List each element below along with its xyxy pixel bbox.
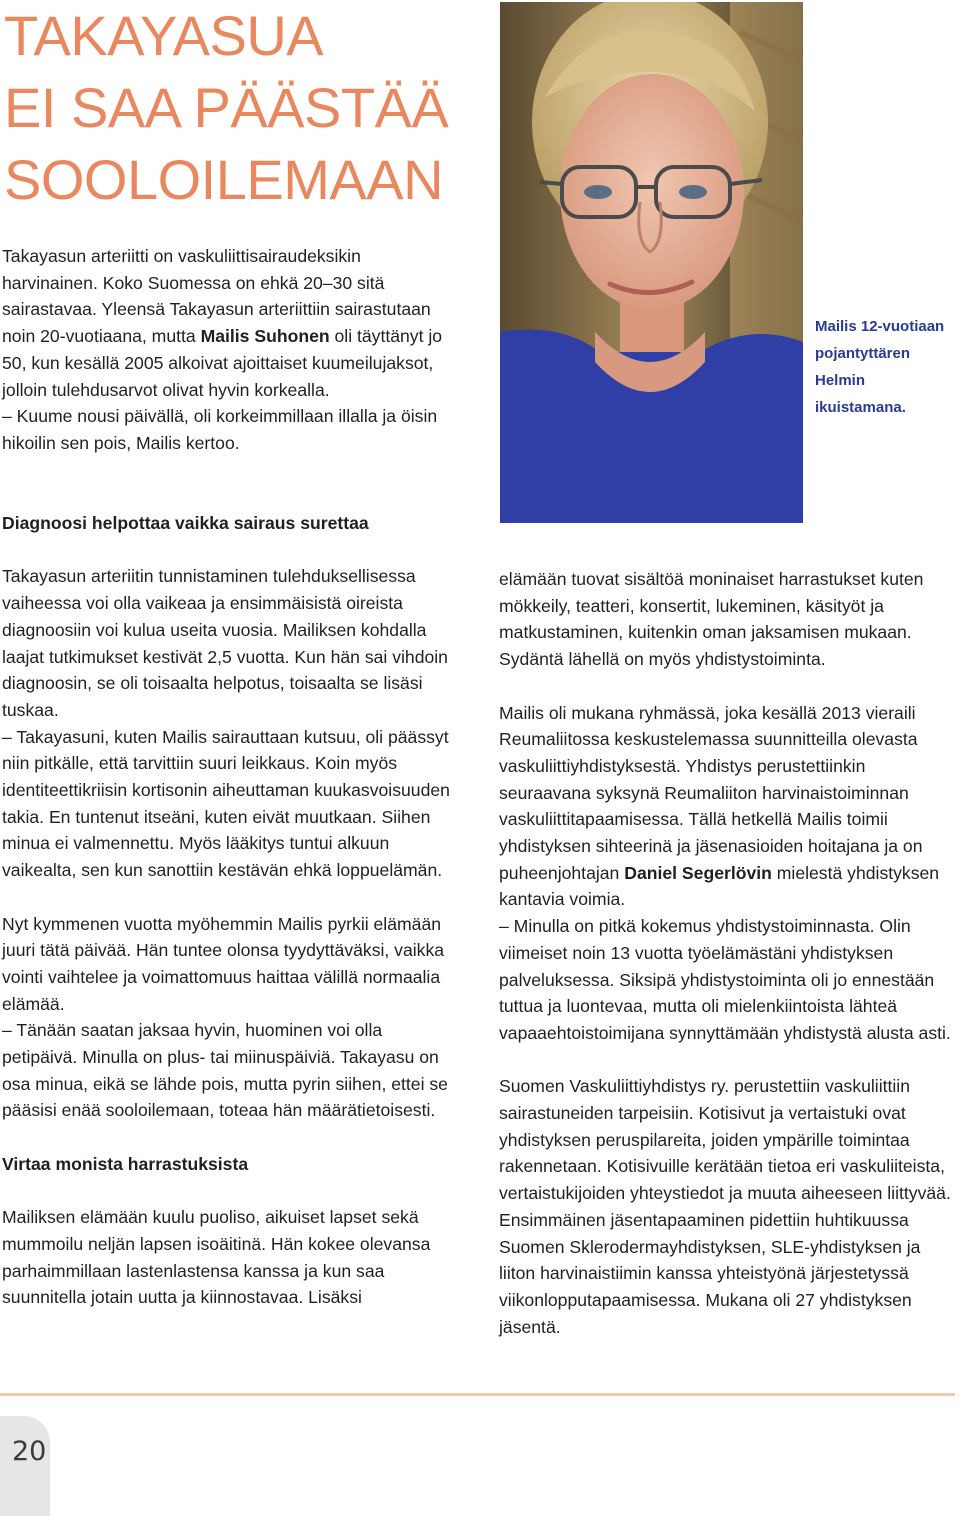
intro-name: Mailis Suhonen	[200, 326, 330, 347]
portrait-photo	[500, 2, 803, 523]
paragraph-text-a: Mailis oli mukana ryhmässä, joka kesällä 2013 vieraili Reumaliitossa keskustelemassa suunnitteilla olevasta vaskuliittiyhdistyksestä. Yhdistys perustettiinkin seuraavana syksynä Reumaliiton harvinaistoiminnan vaskuliittitapaamisessa. Tällä hetkellä Mailis toimii yhdistyksen sihteerinä ja jäsenasioiden hoitajana ja on puheenjohtajan	[499, 702, 923, 883]
paragraph: Takayasun arteriitin tunnistaminen tulehduksellisessa vaiheessa voi olla vaikeaa ja ensimmäisistä oireista diagnoosiin voi kulua useita vuosia. Mailiksen kohdalla laajat tutkimukset kestivät 2,5 vuotta. Kun hän sai vihdoin diagnoosin, se oli toisaalta helpotus, toisaalta se lisäsi tuskaa.	[2, 566, 448, 720]
portrait-illustration	[500, 2, 803, 523]
article-title	[4, 0, 484, 216]
paragraph	[499, 700, 954, 914]
paragraph: – Tänään saatan jaksaa hyvin, huominen voi olla petipäivä. Minulla on plus- tai miinuspäiviä. Takayasu on osa minua, eikä se lähde pois, mutta pyrin siihen, ettei se pääsisi enää sooloilemaan, toteaa hän määrätietoisesti.	[2, 1020, 448, 1121]
section-heading-diagnosis: Diagnoosi helpottaa vaikka sairaus surettaa	[2, 513, 369, 533]
intro-text-b: oli täyttänyt jo 50, kun kesällä 2005 alkoivat ajoittaiset kuumeilujaksot, jolloin tulehdusarvot olivat hyvin korkealla.	[2, 326, 443, 400]
chairman-name: Daniel Segerlövin	[624, 862, 772, 883]
paragraph: Mailiksen elämään kuulu puoliso, aikuiset lapset sekä mummoilu neljän lapsen isoäitinä. Hän kokee olevansa parhaimmillaan lastenlastensa kanssa ja kun saa suunnitella jotain uutta ja kiinnostavaa. Lisäksi	[2, 1207, 431, 1308]
paragraph: elämään tuovat sisältöä moninaiset harrastukset kuten mökkeily, teatteri, konsertit, lukeminen, käsityöt ja matkustaminen, kuitenkin oman jaksamisen mukaan. Sydäntä lähellä on myös yhdistystoiminta.	[499, 569, 924, 670]
title-line-3: SOOLOILEMAAN	[4, 148, 444, 211]
footer-rule	[0, 1393, 955, 1396]
paragraph: – Minulla on pitkä kokemus yhdistystoiminnasta. Olin viimeiset noin 13 vuotta työelämästäni yhdistyksen palveluksessa. Siksipä yhdistystoiminta oli jo ennestään tuttua ja luontevaa, mutta oli mielenkiintoista lähteä vapaaehtoistoimijana synnyttämään yhdistystä alusta asti.	[499, 916, 951, 1043]
paragraph-text-b: mielestä yhdistyksen kantavia voimia.	[499, 862, 940, 910]
paragraph: Suomen Vaskuliittiyhdistys ry. perustettiin vaskuliittiin sairastuneiden tarpeisiin. Kotisivut ja vertaistuki ovat yhdistyksen peruspilareita, joiden ympärille toimintaa rakennetaan. Kotisivuille kerätään tietoa eri vaskuliiteista, vertaistukijoiden yhteystiedot ja muuta aiheeseen liittyvää. Ensimmäinen jäsentapaaminen pidettiin huhtikuussa Suomen Sklerodermayhdistyksen, SLE-yhdistyksen ja liiton harvinaistiimin kanssa yhteistyönä järjestetyssä viikonlopputapaamisessa. Mukana oli 27 yhdistyksen jäsentä.	[499, 1076, 951, 1337]
intro-text	[2, 243, 457, 457]
intro-paragraph	[2, 243, 457, 403]
intro-text-a: Takayasun arteriitti on vaskuliittisairaudeksikin harvinainen. Koko Suomessa on ehkä 20–30 sitä sairastavaa. Yleensä Takayasun arteriittiin sairastutaan noin 20-vuotiaana, mutta	[2, 246, 431, 347]
intro-quote: – Kuume nousi päivällä, oli korkeimmillaan illalla ja öisin hikoilin sen pois, Mailis kertoo.	[2, 406, 438, 453]
title-line-2: EI SAA PÄÄSTÄÄ	[4, 76, 449, 139]
left-column	[2, 510, 460, 1311]
section-heading-hobbies: Virtaa monista harrastuksista	[2, 1153, 249, 1174]
right-column	[499, 566, 954, 1340]
photo-caption: Mailis 12-vuotiaan pojantyttären Helmin ikuistamana.	[815, 318, 945, 416]
paragraph: Nyt kymmenen vuotta myöhemmin Mailis pyrkii elämään juuri tätä päivää. Hän tuntee olonsa tyydyttäväksi, vaikka vointi vaihtelee ja voimattomuus haittaa välillä normaalia elämää.	[2, 913, 445, 1014]
title-line-1: TAKAYASUA	[4, 4, 324, 67]
paragraph: – Takayasuni, kuten Mailis sairauttaan kutsuu, oli päässyt niin pitkälle, että tarvittiin suuri leikkaus. Koin myös identiteettikriisin kortisonin aiheuttaman kuukasvoisuuden takia. En tuntenut itseäni, kuten eivät muutkaan. Siihen minua ei valmennettu. Myös lääkitys tuntui alkuun vaikealta, sen kun sanottiin kestävän ehkä loppuelämän.	[2, 726, 450, 881]
page-number: 20	[12, 1436, 47, 1467]
